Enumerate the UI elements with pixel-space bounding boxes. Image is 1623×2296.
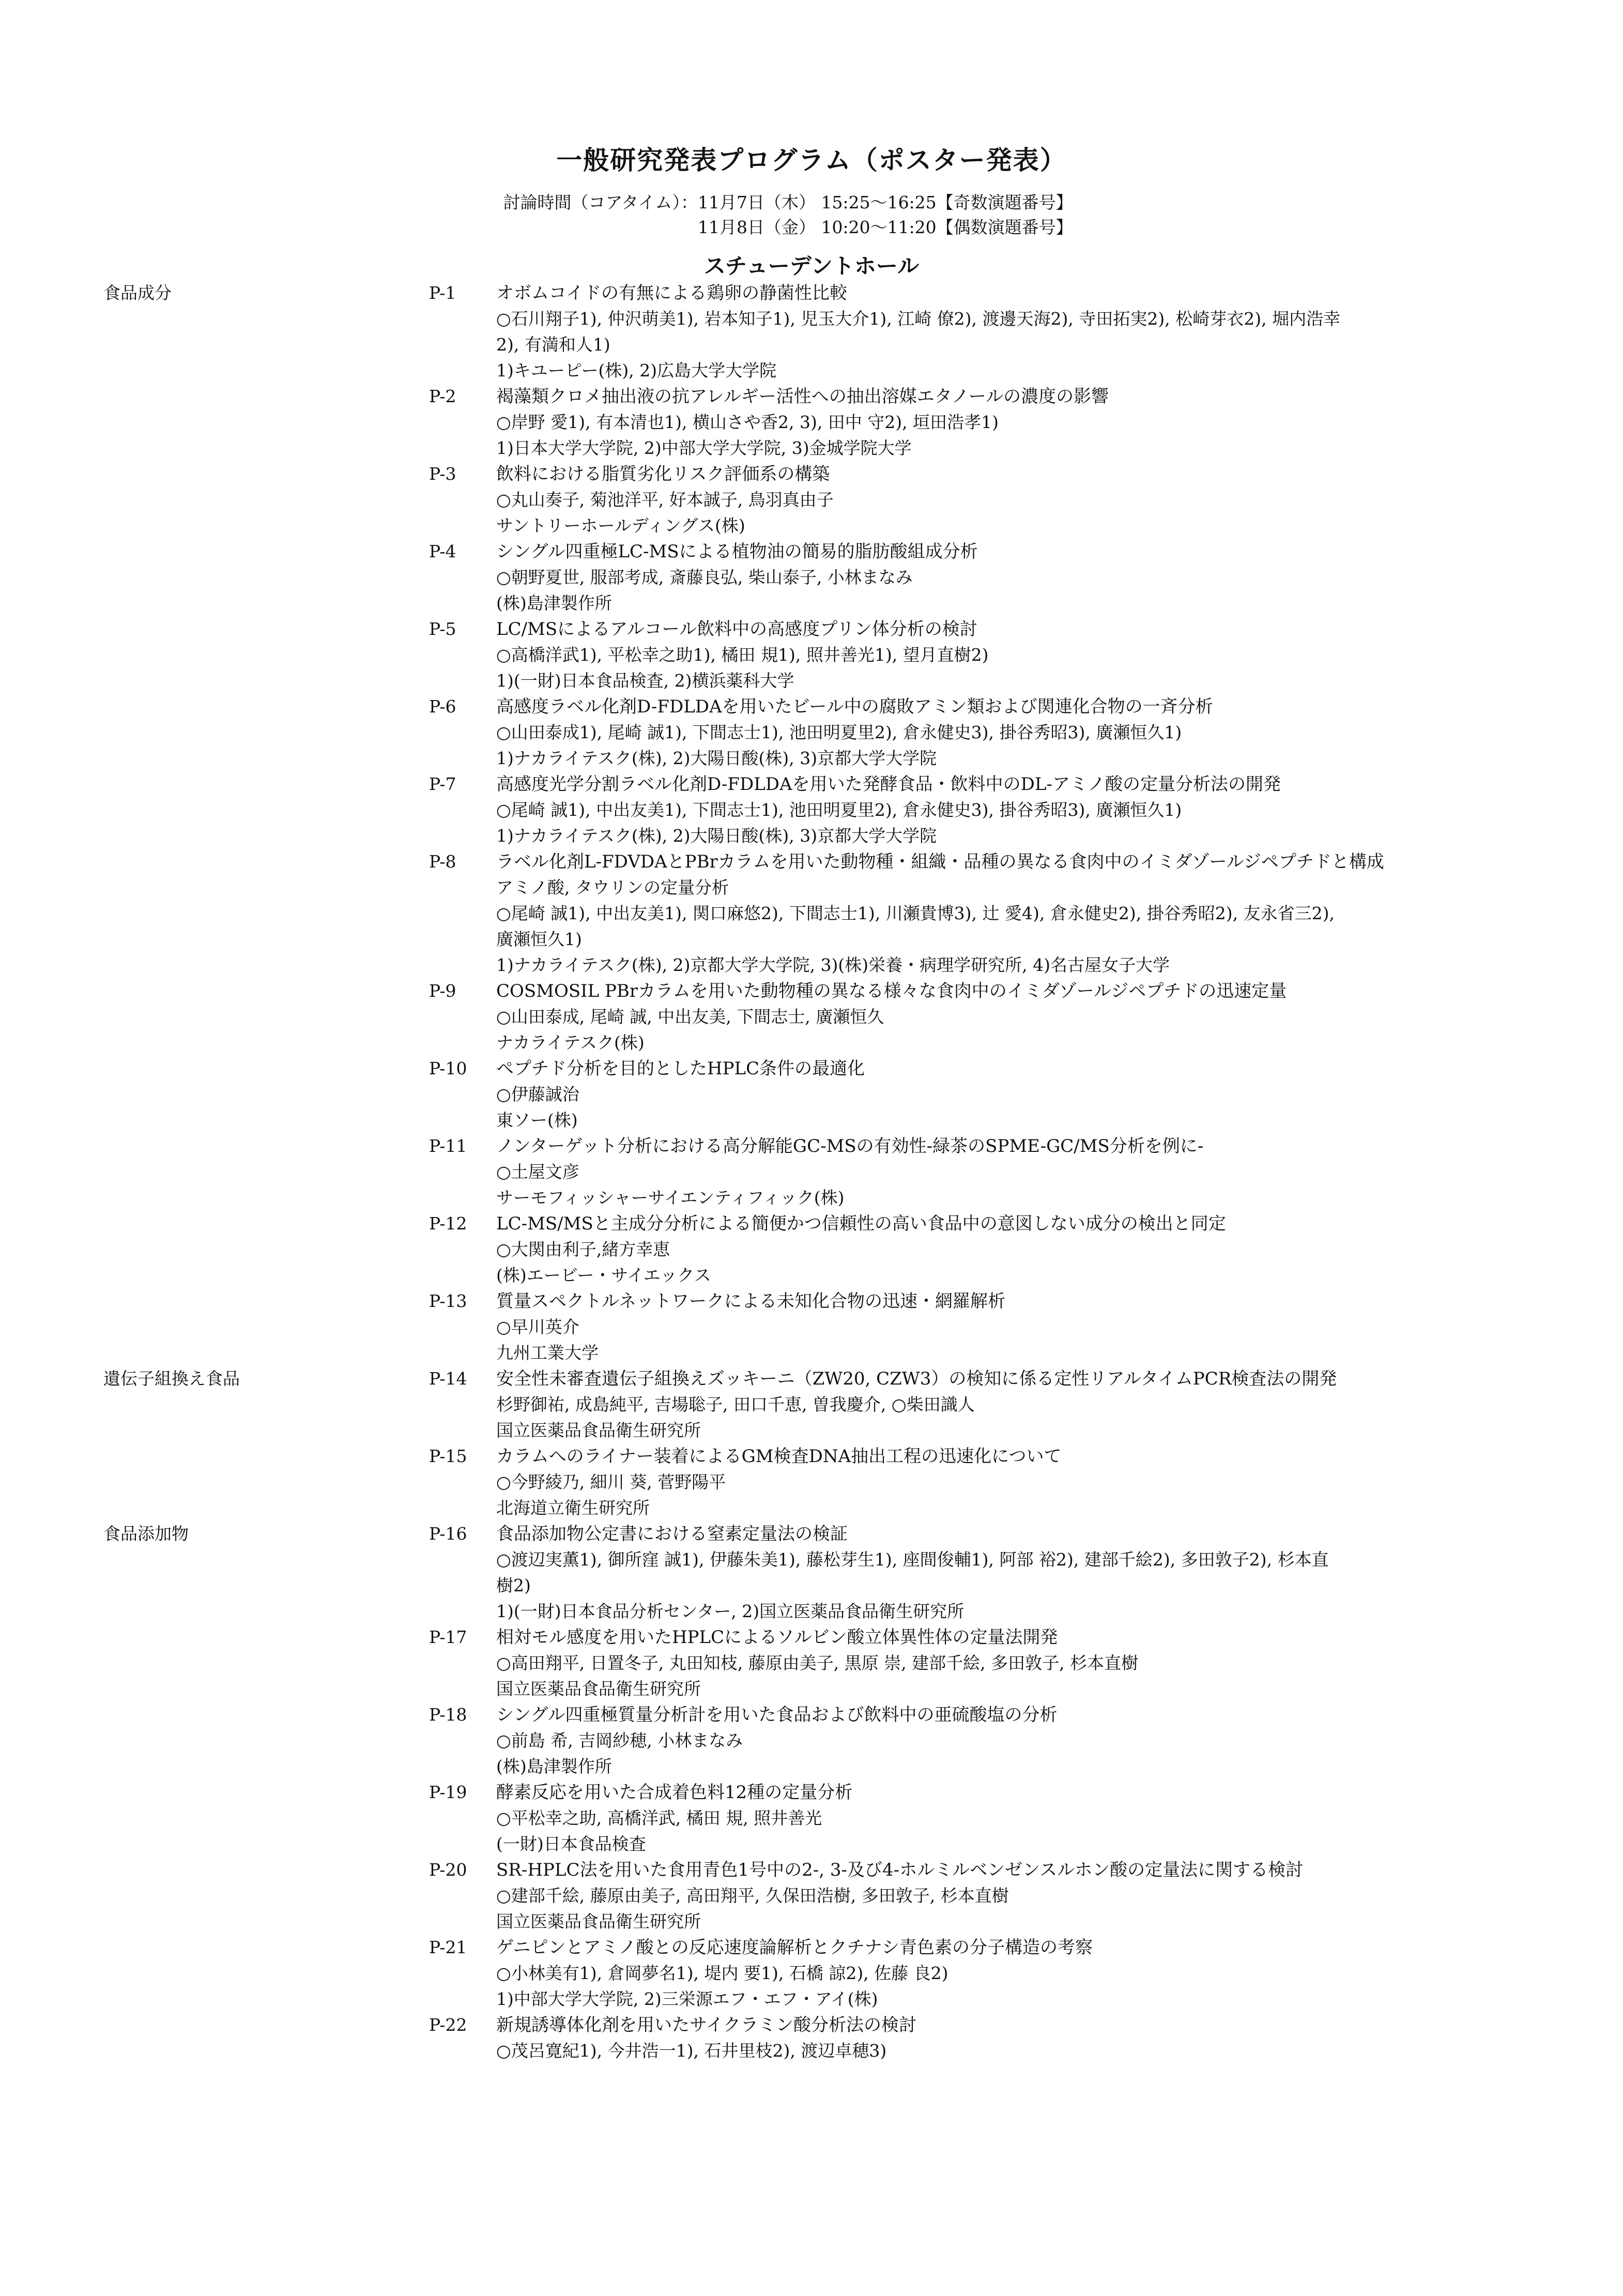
schedule-text: 11月8日（金） 10:20～11:20【偶数演題番号】 [698,217,1073,237]
entry-details [496,1288,1499,1366]
program-entry [0,1857,1623,1935]
entry-line: ○早川英介 [496,1317,579,1337]
presentation-title: ラベル化剤L-FDVDAとPBrカラムを用いた動物種・組織・品種の異なる食肉中のイミダゾールジペプチドと構成 [496,852,1384,872]
entry-details [496,461,1499,539]
entry-line: ○伊藤誠治 [496,1084,579,1104]
entry-line: ○石川翔子1), 仲沢萌美1), 岩本知子1), 児玉大介1), 江崎 僚2), 渡邊天海2), 寺田拓実2), 松崎芽衣2), 堀内浩幸 [496,309,1341,329]
entry-line: 1)ナカライテスク(株), 2)大陽日酸(株), 3)京都大学大学院 [496,826,937,846]
entry-line: 1)ナカライテスク(株), 2)京都大学大学院, 3)(株)栄養・病理学研究所, 4)名古屋女子大学 [496,955,1170,975]
presentation-title: シングル四重極質量分析計を用いた食品および飲料中の亜硫酸塩の分析 [496,1705,1058,1725]
presentation-title: 相対モル感度を用いたHPLCによるソルビン酸立体異性体の定量法開発 [496,1627,1058,1648]
program-entry [0,1056,1623,1133]
presentation-number: P-1 [429,283,456,303]
entry-line: ○高田翔平, 日置冬子, 丸田知枝, 藤原由美子, 黒原 崇, 建部千絵, 多田敦子, 杉本直樹 [496,1653,1139,1673]
entry-details [496,1780,1499,1857]
category-label: 遺伝子組換え食品 [103,1369,240,1389]
entry-details [496,849,1499,978]
presentation-number: P-6 [429,696,456,717]
entry-line: (株)島津製作所 [496,1756,612,1776]
presentation-title: LC-MS/MSと主成分分析による簡便かつ信頼性の高い食品中の意図しない成分の検出と同定 [496,1213,1226,1234]
presentation-title: 高感度ラベル化剤D-FDLDAを用いたビール中の腐敗アミン類および関連化合物の一斉分析 [496,696,1213,717]
entry-line: 1)(一財)日本食品分析センター, 2)国立医薬品食品衛生研究所 [496,1601,964,1621]
discussion-schedule [483,190,1073,240]
entry-line: ○平松幸之助, 高橋洋武, 橘田 規, 照井善光 [496,1808,822,1828]
program-entry [0,771,1623,849]
presentation-title: カラムへのライナー装着によるGM検査DNA抽出工程の迅速化について [496,1446,1062,1467]
program-list [0,280,1623,2064]
entry-line: 九州工業大学 [496,1343,599,1363]
entry-details [496,384,1499,461]
entry-details [496,1056,1499,1133]
entry-line: 1)日本大学大学院, 2)中部大学大学院, 3)金城学院大学 [496,438,912,458]
presentation-title: シングル四重極LC-MSによる植物油の簡易的脂肪酸組成分析 [496,541,978,562]
entry-line: 杉野御祐, 成島純平, 吉場聡子, 田口千恵, 曽我慶介, ○柴田識人 [496,1394,975,1415]
entry-details [496,2012,1499,2064]
schedule-row [483,190,1073,215]
entry-line: アミノ酸, タウリンの定量分析 [496,877,729,898]
presentation-title: 高感度光学分割ラベル化剤D-FDLDAを用いた発酵食品・飲料中のDL-アミノ酸の定量分析法の開発 [496,774,1281,795]
presentation-number: P-15 [429,1446,467,1466]
schedule-label: 討論時間（コアタイム）： [503,192,698,212]
program-entry [0,694,1623,771]
entry-line: 1)キユーピー(株), 2)広島大学大学院 [496,360,777,381]
entry-details [496,280,1499,384]
program-entry [0,1211,1623,1288]
presentation-number: P-18 [429,1705,467,1725]
entry-line: ○岸野 愛1), 有本清也1), 横山さや香2, 3), 田中 守2), 垣田浩孝1) [496,412,999,432]
entry-line: 廣瀬恒久1) [496,929,582,949]
entry-line: ○前島 希, 吉岡紗穂, 小林まなみ [496,1730,743,1751]
program-entry [0,1521,1623,1624]
program-entry [0,1288,1623,1366]
presentation-title: 褐藻類クロメ抽出液の抗アレルギー活性への抽出溶媒エタノールの濃度の影響 [496,386,1109,407]
entry-line: 樹2) [496,1575,531,1595]
entry-line: (株)エービー・サイエックス [496,1265,711,1285]
entry-details [496,1521,1499,1624]
entry-line: ○小林美有1), 倉岡夢名1), 堤内 要1), 石橋 諒2), 佐藤 良2) [496,1963,948,1983]
category-label: 食品成分 [103,283,172,303]
venue-heading: スチューデントホール [703,253,920,279]
presentation-number: P-21 [429,1937,467,1957]
entry-line: (株)島津製作所 [496,593,612,613]
presentation-number: P-16 [429,1524,467,1544]
presentation-title: ノンターゲット分析における高分解能GC-MSの有効性-緑茶のSPME-GC/MS分析を例に- [496,1136,1204,1157]
entry-line: 北海道立衛生研究所 [496,1498,650,1518]
entry-line: ○土屋文彦 [496,1162,579,1182]
presentation-title: オボムコイドの有無による鶏卵の静菌性比較 [496,283,847,303]
entry-line: 1)ナカライテスク(株), 2)大陽日酸(株), 3)京都大学大学院 [496,748,937,768]
entry-line: 1)中部大学大学院, 2)三栄源エフ・エフ・アイ(株) [496,1989,878,2009]
entry-line: ○尾崎 誠1), 中出友美1), 下間志士1), 池田明夏里2), 倉永健史3), 掛谷秀昭3), 廣瀬恒久1) [496,800,1182,820]
entry-line: ○山田泰成, 尾崎 誠, 中出友美, 下間志士, 廣瀬恒久 [496,1007,884,1027]
presentation-title: COSMOSIL PBrカラムを用いた動物種の異なる様々な食肉中のイミダゾールジペプチドの迅速定量 [496,981,1287,1001]
entry-details [496,1624,1499,1702]
presentation-title: LC/MSによるアルコール飲料中の高感度プリン体分析の検討 [496,619,977,640]
entry-line: ○山田泰成1), 尾崎 誠1), 下間志士1), 池田明夏里2), 倉永健史3), 掛谷秀昭3), 廣瀬恒久1) [496,722,1182,742]
entry-line: ○今野綾乃, 細川 葵, 菅野陽平 [496,1472,726,1492]
presentation-number: P-19 [429,1782,467,1802]
presentation-number: P-13 [429,1291,467,1311]
presentation-title: ペプチド分析を目的としたHPLC条件の最適化 [496,1058,865,1079]
entry-line: 国立医薬品食品衛生研究所 [496,1679,701,1699]
program-entry [0,280,1623,384]
program-entry [0,1133,1623,1211]
program-entry [0,2012,1623,2064]
entry-details [496,1211,1499,1288]
program-entry [0,849,1623,978]
presentation-number: P-12 [429,1213,467,1234]
entry-line: ○尾崎 誠1), 中出友美1), 関口麻悠2), 下間志士1), 川瀬貴博3), 辻 愛4), 倉永健史2), 掛谷秀昭2), 友永省三2), [496,903,1335,923]
entry-details [496,539,1499,616]
presentation-number: P-14 [429,1369,467,1389]
presentation-number: P-8 [429,852,456,872]
presentation-title: 安全性未審査遺伝子組換えズッキーニ（ZW20, CZW3）の検知に係る定性リアルタイムPCR検査法の開発 [496,1369,1337,1389]
entry-details [496,616,1499,694]
entry-details [496,1443,1499,1521]
presentation-title: 新規誘導体化剤を用いたサイクラミン酸分析法の検討 [496,2015,916,2035]
entry-line: 東ソー(株) [496,1110,578,1130]
presentation-title: 質量スペクトルネットワークによる未知化合物の迅速・網羅解析 [496,1291,1005,1312]
program-entry [0,1624,1623,1702]
entry-details [496,978,1499,1056]
program-entry [0,978,1623,1056]
entry-line: ○丸山奏子, 菊池洋平, 好本誠子, 鳥羽真由子 [496,490,834,510]
entry-line: サントリーホールディングス(株) [496,515,745,536]
entry-line: (一財)日本食品検査 [496,1834,646,1854]
program-entry [0,1780,1623,1857]
program-entry [0,1443,1623,1521]
entry-line: 国立医薬品食品衛生研究所 [496,1420,701,1440]
entry-details [496,771,1499,849]
entry-line: ○大関由利子,緒方幸恵 [496,1239,670,1259]
entry-line: ○建部千絵, 藤原由美子, 高田翔平, 久保田浩樹, 多田敦子, 杉本直樹 [496,1886,1009,1906]
entry-line: 国立医薬品食品衛生研究所 [496,1911,701,1932]
page-title: 一般研究発表プログラム（ポスター発表） [556,145,1067,175]
entry-details [496,1702,1499,1780]
presentation-title: SR-HPLC法を用いた食用青色1号中の2-, 3-及び4-ホルミルベンゼンスルホン酸の定量法に関する検討 [496,1860,1304,1880]
presentation-number: P-20 [429,1860,467,1880]
schedule-row [483,215,1073,240]
category-label: 食品添加物 [103,1524,189,1544]
presentation-number: P-4 [429,541,456,561]
program-entry [0,539,1623,616]
presentation-number: P-7 [429,774,456,794]
entry-line: 2), 有満和人1) [496,334,610,355]
presentation-number: P-22 [429,2015,467,2035]
program-entry [0,1935,1623,2012]
entry-details [496,1366,1499,1443]
schedule-text: 11月7日（木） 15:25～16:25【奇数演題番号】 [698,192,1073,212]
presentation-number: P-10 [429,1058,467,1078]
program-entry [0,616,1623,694]
program-entry [0,1366,1623,1443]
presentation-number: P-17 [429,1627,467,1647]
entry-details [496,1935,1499,2012]
entry-line: ナカライテスク(株) [496,1032,645,1053]
entry-details [496,1133,1499,1211]
entry-details [496,694,1499,771]
entry-line: サーモフィッシャーサイエンティフィック(株) [496,1188,845,1208]
program-entry [0,384,1623,461]
entry-line: ○茂呂寛紀1), 今井浩一1), 石井里枝2), 渡辺卓穂3) [496,2041,887,2061]
presentation-title: 飲料における脂質劣化リスク評価系の構築 [496,464,830,484]
entry-line: ○高橋洋武1), 平松幸之助1), 橘田 規1), 照井善光1), 望月直樹2) [496,645,989,665]
entry-line: ○朝野夏世, 服部考成, 斎藤良弘, 柴山泰子, 小林まなみ [496,567,913,587]
presentation-number: P-5 [429,619,456,639]
presentation-title: 食品添加物公定書における窒素定量法の検証 [496,1524,848,1544]
entry-line: 1)(一財)日本食品検査, 2)横浜薬科大学 [496,671,794,691]
presentation-title: 酵素反応を用いた合成着色料12種の定量分析 [496,1782,853,1803]
program-entry [0,1702,1623,1780]
entry-details [496,1857,1499,1935]
entry-line: ○渡辺実薫1), 御所窪 誠1), 伊藤朱美1), 藤松芽生1), 座間俊輔1), 阿部 裕2), 建部千絵2), 多田敦子2), 杉本直 [496,1549,1329,1570]
presentation-number: P-2 [429,386,456,406]
presentation-number: P-11 [429,1136,467,1156]
presentation-number: P-3 [429,464,456,484]
presentation-title: ゲニピンとアミノ酸との反応速度論解析とクチナシ青色素の分子構造の考察 [496,1937,1093,1958]
program-entry [0,461,1623,539]
presentation-number: P-9 [429,981,456,1001]
